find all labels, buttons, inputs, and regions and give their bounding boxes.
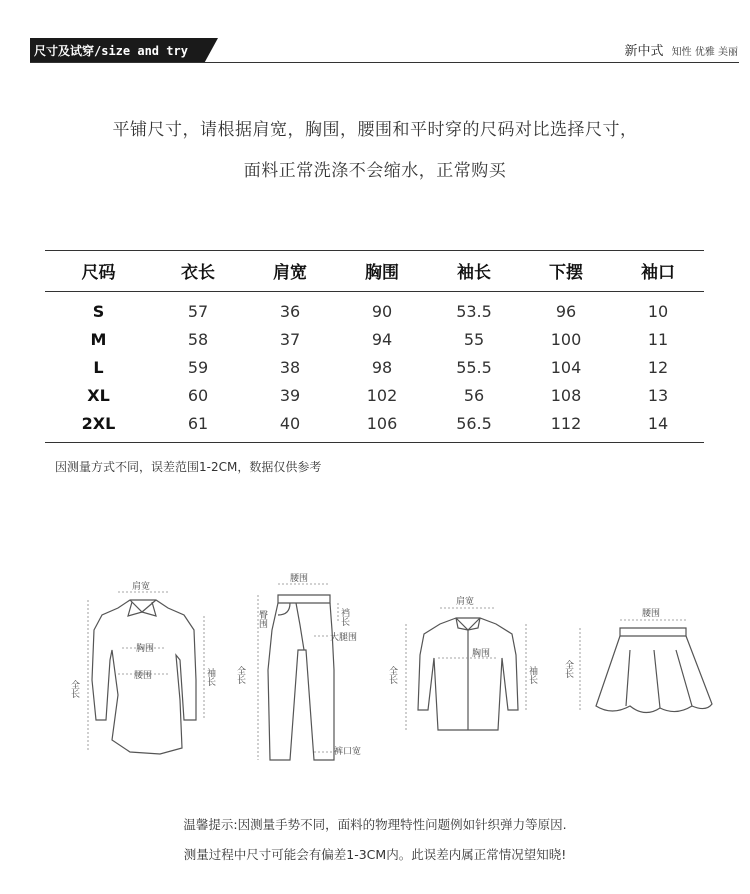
intro-line-2: 面料正常洗涤不会缩水，正常购买: [243, 161, 507, 181]
table-row: [45, 414, 704, 433]
header-divider: [30, 62, 739, 63]
cell: 12: [647, 358, 669, 377]
cell: 38: [279, 358, 301, 377]
cell: 90: [371, 302, 393, 321]
cell-size: S: [92, 302, 105, 321]
label-pants-rise: 裆长: [339, 608, 349, 626]
table-header-row: [45, 258, 704, 283]
label-dress-waist: 腰围: [134, 671, 153, 681]
header-length: 衣长: [181, 263, 215, 283]
cell: 108: [550, 386, 582, 405]
header-size: 尺码: [81, 263, 116, 283]
cell: 106: [366, 414, 398, 433]
header-chest: 胸围: [365, 263, 399, 283]
cell: 112: [550, 414, 582, 433]
cell-size: L: [93, 358, 104, 377]
header-sleeve: 袖长: [457, 263, 491, 283]
cell: 53.5: [456, 302, 492, 321]
cell: 40: [279, 414, 301, 433]
cell: 60: [187, 386, 209, 405]
table-row: [45, 386, 704, 405]
label-dress-chest: 胸围: [136, 644, 155, 654]
label-dress-shoulder: 肩宽: [132, 582, 151, 592]
cell: 56: [463, 386, 485, 405]
cell: 56.5: [456, 414, 492, 433]
cell: 39: [279, 386, 301, 405]
label-shirt-sleeve: 袖长: [527, 666, 537, 684]
cell: 10: [647, 302, 669, 321]
shirt-illustration: [418, 618, 518, 730]
brand-sub: 知性 优雅 美丽: [671, 47, 738, 58]
label-skirt-waist: 腰围: [642, 609, 661, 619]
header-hem: 下摆: [549, 263, 583, 283]
cell: 11: [647, 330, 669, 349]
footer-line-2: 测量过程中尺寸可能会有偏差1-3CM内。此误差内属正常情况望知晓!: [183, 847, 567, 862]
footer-line-1: 温馨提示:因测量手势不同，面料的物理特性问题例如针织弹力等原因.: [183, 817, 567, 832]
cell: 96: [555, 302, 577, 321]
table-rule-bottom: [45, 442, 704, 443]
pants-illustration: [268, 595, 334, 760]
table-rule-header: [45, 291, 704, 292]
label-shirt-length: 全长: [387, 666, 397, 684]
cell: 94: [371, 330, 393, 349]
label-pants-thigh: 大腿围: [330, 633, 358, 643]
cell: 104: [550, 358, 582, 377]
measurement-illustrations: [0, 570, 750, 780]
label-shirt-shoulder: 肩宽: [456, 597, 475, 607]
header-cuff: 袖口: [641, 263, 675, 283]
cell: 102: [366, 386, 398, 405]
cell: 37: [279, 330, 301, 349]
cell-size: 2XL: [81, 414, 116, 433]
table-row: [45, 302, 704, 321]
intro-line-1: 平铺尺寸，请根据肩宽，胸围，腰围和平时穿的尺码对比选择尺寸，: [112, 120, 638, 140]
skirt-illustration: [596, 628, 712, 713]
brand-main: 新中式: [624, 44, 664, 59]
label-dress-length: 全长: [69, 680, 79, 698]
table-row: [45, 358, 704, 377]
table-row: [45, 330, 704, 349]
cell: 98: [371, 358, 393, 377]
cell: 57: [187, 302, 209, 321]
cell: 14: [647, 414, 669, 433]
cell: 61: [187, 414, 209, 433]
cell: 55: [463, 330, 485, 349]
cell: 59: [187, 358, 209, 377]
measurement-note: 因测量方式不同，误差范围1-2CM，数据仅供参考: [55, 460, 322, 474]
label-pants-waist: 腰围: [290, 574, 309, 584]
header-shoulder: 肩宽: [273, 263, 307, 283]
cell: 100: [550, 330, 582, 349]
label-pants-hip: 臀围: [257, 610, 267, 628]
cell-size: M: [90, 330, 107, 349]
table-rule-top: [45, 250, 704, 251]
section-title: 尺寸及试穿/size and try: [34, 44, 188, 58]
brand-tagline: [624, 40, 738, 59]
label-pants-hem: 裤口宽: [334, 747, 362, 757]
cell: 36: [279, 302, 301, 321]
cell: 58: [187, 330, 209, 349]
label-pants-length: 全长: [235, 666, 245, 684]
label-shirt-chest: 胸围: [472, 649, 491, 659]
cell-size: XL: [87, 386, 110, 405]
cell: 13: [647, 386, 669, 405]
label-skirt-length: 全长: [563, 660, 573, 678]
label-dress-sleeve: 袖长: [205, 668, 215, 686]
cell: 55.5: [456, 358, 492, 377]
